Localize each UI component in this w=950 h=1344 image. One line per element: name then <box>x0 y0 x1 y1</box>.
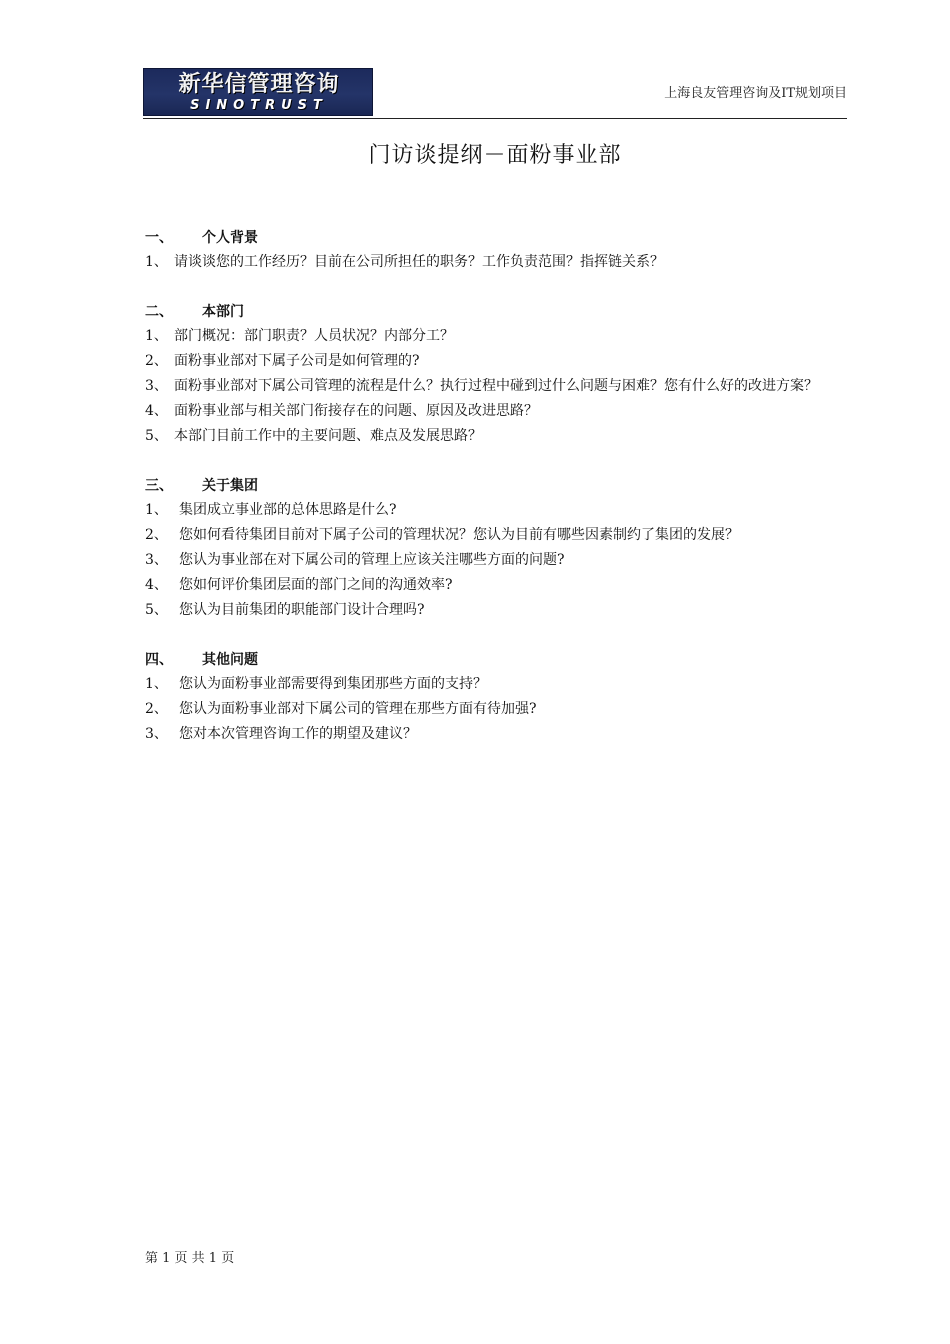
question-number: 4、 <box>145 577 168 593</box>
page-header <box>143 68 847 119</box>
question-text: 面粉事业部对下属子公司是如何管理的? <box>174 353 420 369</box>
question-text: 您如何看待集团目前对下属子公司的管理状况？您认为目前有哪些因素制约了集团的发展？ <box>179 527 739 543</box>
section-heading <box>145 226 849 250</box>
question-item <box>145 697 849 722</box>
document-title: 门访谈提纲－面粉事业部 <box>368 143 622 168</box>
question-number: 3、 <box>145 726 168 742</box>
question-text: 本部门目前工作中的主要问题、难点及发展思路？ <box>174 428 482 444</box>
section-personal-background <box>145 226 849 275</box>
section-heading <box>145 300 849 324</box>
question-item <box>145 523 849 548</box>
section-title: 个人背景 <box>202 230 258 246</box>
section-number: 二、 <box>145 304 173 320</box>
question-item <box>145 598 849 623</box>
section-title: 本部门 <box>202 304 244 320</box>
question-number: 1、 <box>145 328 168 344</box>
section-number: 一、 <box>145 230 173 246</box>
question-text: 您如何评价集团层面的部门之间的沟通效率? <box>179 577 453 593</box>
question-text: 面粉事业部与相关部门衔接存在的问题、原因及改进思路？ <box>174 403 538 419</box>
logo-english-text: SINOTRUST <box>190 98 328 113</box>
question-number: 2、 <box>145 353 168 369</box>
section-heading <box>145 474 849 498</box>
question-item <box>145 573 849 598</box>
page-footer: 第 1 页 共 1 页 <box>145 1251 235 1266</box>
question-number: 1、 <box>145 676 168 692</box>
section-department <box>145 300 849 449</box>
project-name: 上海良友管理咨询及IT规划项目 <box>664 86 847 101</box>
question-number: 5、 <box>145 428 168 444</box>
question-text: 您对本次管理咨询工作的期望及建议？ <box>179 726 417 742</box>
section-title: 其他问题 <box>202 652 258 668</box>
question-item <box>145 672 849 697</box>
question-item <box>145 250 849 275</box>
sinotrust-logo <box>143 68 373 116</box>
question-item <box>145 424 849 449</box>
question-item <box>145 374 849 399</box>
question-item <box>145 498 849 523</box>
question-number: 3、 <box>145 552 168 568</box>
question-number: 2、 <box>145 527 168 543</box>
section-number: 三、 <box>145 478 173 494</box>
question-number: 1、 <box>145 502 168 518</box>
question-item <box>145 324 849 349</box>
question-text: 部门概况：部门职责？人员状况？内部分工？ <box>174 328 454 344</box>
question-number: 1、 <box>145 254 168 270</box>
section-number: 四、 <box>145 652 173 668</box>
question-number: 2、 <box>145 701 168 717</box>
question-text: 您认为目前集团的职能部门设计合理吗? <box>179 602 425 618</box>
question-number: 3、 <box>145 378 168 394</box>
question-item <box>145 548 849 573</box>
question-text: 集团成立事业部的总体思路是什么? <box>179 502 397 518</box>
question-text: 您认为事业部在对下属公司的管理上应该关注哪些方面的问题? <box>179 552 565 568</box>
question-text: 您认为面粉事业部对下属公司的管理在那些方面有待加强? <box>179 701 537 717</box>
question-item <box>145 349 849 374</box>
question-item <box>145 722 849 747</box>
logo-chinese-text: 新华信管理咨询 <box>178 72 340 97</box>
section-about-group <box>145 474 849 623</box>
question-text: 您认为面粉事业部需要得到集团那些方面的支持？ <box>179 676 487 692</box>
section-other-questions <box>145 648 849 747</box>
question-number: 5、 <box>145 602 168 618</box>
question-number: 4、 <box>145 403 168 419</box>
document-body <box>145 226 849 772</box>
question-text: 面粉事业部对下属公司管理的流程是什么？执行过程中碰到过什么问题与困难？您有什么好的改进方案？ <box>174 378 818 394</box>
question-item <box>145 399 849 424</box>
section-heading <box>145 648 849 672</box>
section-title: 关于集团 <box>202 478 258 494</box>
question-text: 请谈谈您的工作经历？目前在公司所担任的职务？工作负责范围？指挥链关系？ <box>174 254 664 270</box>
